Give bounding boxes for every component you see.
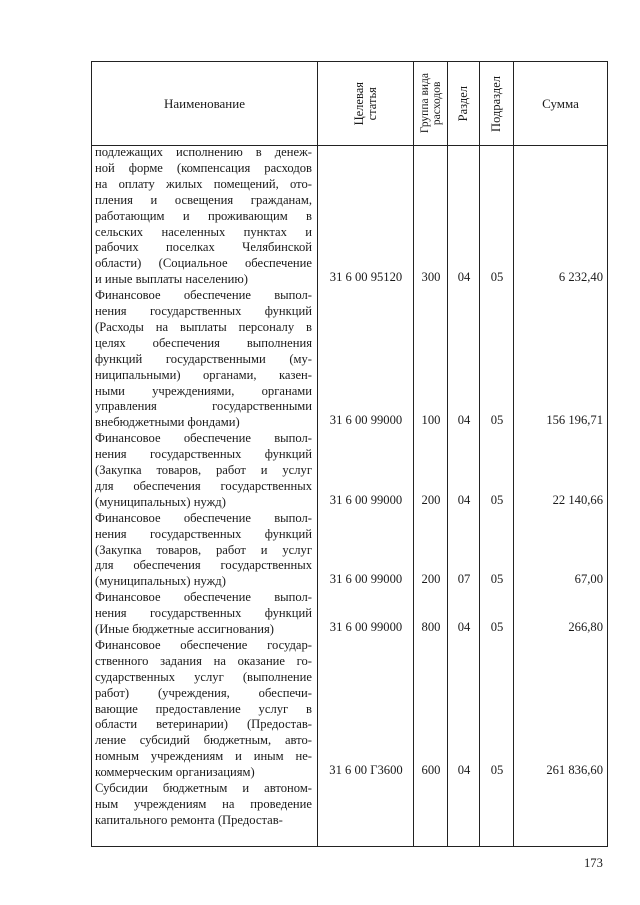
name-line: сударственных услуг (выполнение bbox=[95, 669, 312, 684]
header-group-label: Группа вида расходов bbox=[418, 73, 443, 134]
name-line: (муниципальных) нужд) bbox=[95, 574, 226, 589]
row-group: 200 bbox=[421, 572, 441, 587]
name-line: сельских населенных пунктах и bbox=[95, 224, 312, 239]
table-row bbox=[92, 288, 607, 431]
header-section bbox=[448, 62, 479, 145]
name-line: вающие предоставление услуг в bbox=[95, 701, 312, 716]
row-group: 300 bbox=[421, 270, 441, 285]
name-line: целях обеспечения выполнения bbox=[95, 335, 312, 350]
row-group: 600 bbox=[421, 763, 441, 778]
row-sum: 6 232,40 bbox=[558, 270, 603, 285]
table-body bbox=[92, 145, 607, 829]
row-name bbox=[95, 638, 312, 781]
name-line: для обеспечения государственных bbox=[95, 558, 312, 573]
row-subsection: 05 bbox=[490, 619, 504, 634]
row-subsection: 05 bbox=[490, 492, 504, 507]
table-row bbox=[92, 638, 607, 781]
header-section-label: Раздел bbox=[456, 85, 470, 122]
name-line: функций государственными (му- bbox=[95, 351, 312, 366]
row-section: 04 bbox=[457, 619, 471, 634]
header-subsection bbox=[480, 62, 513, 145]
row-name bbox=[95, 145, 312, 288]
page-number: 173 bbox=[584, 856, 603, 870]
name-line: ниципальными) органами, казен- bbox=[95, 367, 312, 382]
name-line: Финансовое обеспечение государ- bbox=[95, 637, 312, 652]
name-line: работающим и проживающим в bbox=[95, 208, 312, 223]
name-line: (муниципальных) нужд) bbox=[95, 494, 226, 509]
header-sum bbox=[514, 62, 607, 145]
header-name-label: Наименование bbox=[164, 95, 245, 111]
name-line: внебюджетными фондами) bbox=[95, 415, 240, 430]
row-name bbox=[95, 590, 312, 638]
table-row bbox=[92, 145, 607, 288]
name-line: Финансовое обеспечение выпол- bbox=[95, 590, 312, 605]
name-line: (Расходы на выплаты персоналу в bbox=[95, 319, 312, 334]
row-name bbox=[95, 511, 312, 591]
header-subsection-label: Подраздел bbox=[489, 75, 503, 132]
name-line: области) (Социальное обеспечение bbox=[95, 256, 312, 271]
row-group: 100 bbox=[421, 413, 441, 428]
row-sum: 22 140,66 bbox=[552, 492, 603, 507]
row-section: 04 bbox=[457, 413, 471, 428]
name-line: капитального ремонта (Предостав- bbox=[95, 812, 283, 827]
name-line: пления и освещения гражданам, bbox=[95, 192, 312, 207]
name-line: на оплату жилых помещений, ото- bbox=[95, 176, 312, 191]
table-row bbox=[92, 590, 607, 638]
table-row bbox=[92, 511, 607, 591]
row-name bbox=[95, 431, 312, 511]
name-line: Финансовое обеспечение выпол- bbox=[95, 431, 312, 446]
row-section: 04 bbox=[457, 763, 471, 778]
name-line: ными учреждениями, органами bbox=[95, 383, 312, 398]
row-code: 31 6 00 95120 bbox=[329, 270, 403, 285]
row-sum: 67,00 bbox=[574, 572, 603, 587]
name-line: работ) (учреждения, обеспечи- bbox=[95, 685, 312, 700]
row-group: 200 bbox=[421, 492, 441, 507]
row-name bbox=[95, 781, 312, 829]
header-group bbox=[414, 62, 447, 145]
name-line: для обеспечения государственных bbox=[95, 478, 312, 493]
row-sum: 266,80 bbox=[568, 619, 603, 634]
name-line: области ветеринарии) (Предостав- bbox=[95, 717, 312, 732]
name-line: управления государственными bbox=[95, 399, 312, 414]
header-code bbox=[318, 62, 413, 145]
name-line: Субсидии бюджетным и автоном- bbox=[95, 780, 312, 795]
row-sum: 156 196,71 bbox=[546, 413, 603, 428]
name-line: нения государственных функций bbox=[95, 606, 312, 621]
name-line: ной форме (компенсация расходов bbox=[95, 160, 312, 175]
table-row bbox=[92, 431, 607, 511]
name-line: Финансовое обеспечение выпол- bbox=[95, 288, 312, 303]
row-sum: 261 836,60 bbox=[546, 763, 603, 778]
table-row bbox=[92, 781, 607, 829]
row-section: 04 bbox=[457, 270, 471, 285]
name-line: ственного задания на оказание го- bbox=[95, 653, 312, 668]
name-line: нения государственных функций bbox=[95, 304, 312, 318]
name-line: (Иные бюджетные ассигнования) bbox=[95, 622, 274, 636]
name-line: коммерческим организациям) bbox=[95, 765, 255, 780]
budget-table bbox=[91, 61, 608, 847]
name-line: рабочих поселках Челябинской bbox=[95, 240, 312, 255]
row-code: 31 6 00 99000 bbox=[329, 619, 403, 634]
name-line: нения государственных функций bbox=[95, 447, 312, 462]
row-subsection: 05 bbox=[490, 270, 504, 285]
name-line: номным учреждениям и иным не- bbox=[95, 749, 312, 764]
header-code-label: Целевая статья bbox=[351, 81, 379, 126]
row-code: 31 6 00 99000 bbox=[329, 572, 403, 587]
name-line: нения государственных функций bbox=[95, 526, 312, 541]
row-section: 07 bbox=[457, 572, 471, 587]
name-line: (Закупка товаров, работ и услуг bbox=[95, 463, 312, 477]
name-line: и иные выплаты населению) bbox=[95, 272, 248, 287]
table-header bbox=[92, 62, 607, 146]
row-group: 800 bbox=[421, 619, 441, 634]
name-line: (Закупка товаров, работ и услуг bbox=[95, 542, 312, 557]
row-subsection: 05 bbox=[490, 763, 504, 778]
header-sum-label: Сумма bbox=[542, 95, 579, 111]
name-line: подлежащих исполнению в денеж- bbox=[95, 145, 312, 159]
row-subsection: 05 bbox=[490, 413, 504, 428]
row-section: 04 bbox=[457, 492, 471, 507]
row-code: 31 6 00 Г3600 bbox=[329, 763, 403, 778]
row-subsection: 05 bbox=[490, 572, 504, 587]
row-code: 31 6 00 99000 bbox=[329, 413, 403, 428]
name-line: ным учреждениям на проведение bbox=[95, 796, 312, 811]
name-line: ление субсидий бюджетным, авто- bbox=[95, 733, 312, 748]
row-code: 31 6 00 99000 bbox=[329, 492, 403, 507]
name-line: Финансовое обеспечение выпол- bbox=[95, 510, 312, 525]
header-name bbox=[92, 62, 317, 145]
row-name bbox=[95, 288, 312, 431]
